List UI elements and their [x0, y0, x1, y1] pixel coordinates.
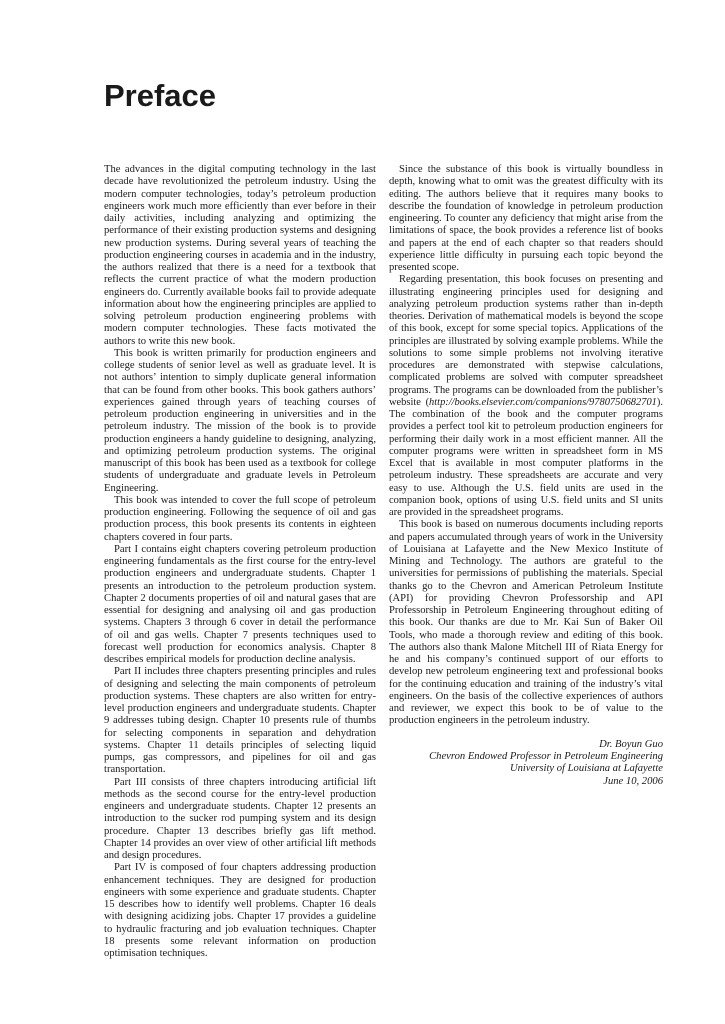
paragraph-acknowledgments: This book is based on numerous documents including reports and papers accumulated through years of work in the University of Louisiana at Lafayette and the New Mexico Institute of Mining and Technology. The authors are grateful to the universities for permissions of publishing the materials. Special thanks go to the Chevron and American Petroleum Institute (API) for providing Chevron Professorship and API Professorship in Petroleum Engineering throughout editing of this book. Our thanks are due to Mr. Kai Sun of Baker Oil Tools, who made a thorough review and editing of this book. The authors also thank Malone Mitchell III of Riata Energy for he and his company’s continued support of our efforts to develop new petroleum engineering text and professional books for the continuing education and training of the industry’s vital engineers. On the basis of the collective experiences of authors and reviewer, we expect this book to be of value to the production engineers in the petroleum industry.	[389, 519, 663, 727]
paragraph-part-2: Part II includes three chapters presenting principles and rules of designing and selecting the main components of petroleum production systems. These chapters are also written for entry-level production engineers and undergraduate students. Chapter 9 addresses tubing design. Chapter 10 presents rule of thumbs for selecting components in separation and dehydration systems. Chapter 11 details principles of selecting liquid pumps, gas compressors, and pipelines for oil and gas transportation.	[104, 666, 376, 776]
right-column	[389, 164, 663, 788]
left-column	[104, 164, 376, 960]
signature-block	[389, 739, 663, 789]
signature-position: Chevron Endowed Professor in Petroleum Engineering	[429, 750, 663, 762]
paragraph-audience: This book is written primarily for production engineers and college students of senior level as well as graduate level. It is not authors’ intention to simply duplicate general information that can be found from other books. This book gathers authors’ experiences gained through years of teaching courses of petroleum production engineering in universities and in the petroleum industry. The mission of the book is to provide production engineers a handy guideline to designing, analyzing, and optimizing petroleum production systems. The original manuscript of this book has been used as a textbook for college students of undergraduate and graduate levels in Petroleum Engineering.	[104, 347, 376, 494]
signature-name: Dr. Boyun Guo	[599, 738, 663, 750]
paragraph-scope: This book was intended to cover the full scope of petroleum production engineering. Following the sequence of oil and gas production process, this book presents its contents in eighteen chapters covered in four parts.	[104, 494, 376, 543]
paragraph-intro: The advances in the digital computing technology in the last decade have revolutionized the petroleum industry. Using the modern computer technologies, today’s petroleum production engineers work much more efficiently than ever before in their daily activities, including analyzing and optimizing the performance of their existing production systems and designing new production systems. During several years of teaching the production engineering courses in academia and in the industry, the authors realized that there is a need for a textbook that reflects the current practice of what the modern production engineers do. Currently available books fail to provide adequate information about how the engineering principles are applied to solving petroleum production engineering problems with modern computer technologies. These facts motivated the authors to write this new book.	[104, 164, 376, 347]
presentation-text-continued: ). The combination of the book and the computer programs provides a perfect tool kit to petroleum production engineers for performing their daily work in a most efficient manner. All the computer programs were written in spreadsheet form in MS Excel that is available in most computer platforms in the petroleum industry. These spreadsheets are accurate and very easy to use. Although the U.S. field units are used in the companion book, options of using U.S. field units and SI units are provided in the spreadsheet programs.	[389, 396, 663, 518]
paragraph-part-4: Part IV is composed of four chapters addressing production enhancement techniques. They are designed for production engineers with some experience and graduate students. Chapter 15 describes how to identify well problems. Chapter 16 deals with designing acidizing jobs. Chapter 17 provides a guideline to hydraulic fracturing and job evaluation techniques. Chapter 18 presents some relevant information on production optimisation techniques.	[104, 862, 376, 959]
signature-date: June 10, 2006	[603, 775, 663, 787]
presentation-text: Regarding presentation, this book focuses on presenting and illustrating engineering principles used for designing and analyzing petroleum production systems rather than in-depth theories. Derivation of mathematical models is beyond the scope of this book, except for some special topics. Applications of the principles are illustrated by solving example problems. While the solutions to some simple problems not involving iterative procedures are demonstrated with stepwise calculations, complicated problems are solved with computer spreadsheet programs. The programs can be downloaded from the publisher’s website (	[389, 274, 663, 408]
signature-institution: University of Louisiana at Lafayette	[509, 763, 663, 775]
paragraph-part-1: Part I contains eight chapters covering petroleum production engineering fundamentals as the first course for the entry-level production engineers and undergraduate students. Chapter 1 presents an introduction to the petroleum production system. Chapter 2 documents properties of oil and natural gases that are essential for designing and analysing oil and gas production systems. Chapters 3 through 6 cover in detail the performance of oil and gas wells. Chapter 7 presents techniques used to forecast well production for economics analysis. Chapter 8 describes empirical models for production decline analysis.	[104, 543, 376, 665]
paragraph-presentation	[389, 274, 663, 519]
companion-website-link[interactable]: http://books.elsevier.com/companions/9780750682701	[429, 396, 657, 408]
paragraph-substance: Since the substance of this book is virtually boundless in depth, knowing what to omit was the greatest difficulty with its editing. The authors believe that it requires many books to describe the foundation of knowledge in petroleum production engineering. To counter any deficiency that might arise from the limitations of space, the book provides a reference list of books and papers at the end of each chapter so that readers should experience little difficulty in pursuing each topic beyond the presented scope.	[389, 164, 663, 273]
page-title: Preface	[104, 78, 217, 113]
paragraph-part-3: Part III consists of three chapters introducing artificial lift methods as the second course for the entry-level production engineers and undergraduate students. Chapter 12 presents an introduction to the sucker rod pumping system and its design procedure. Chapter 13 describes briefly gas lift method. Chapter 14 provides an over view of other artificial lift methods and design procedures.	[104, 776, 376, 861]
